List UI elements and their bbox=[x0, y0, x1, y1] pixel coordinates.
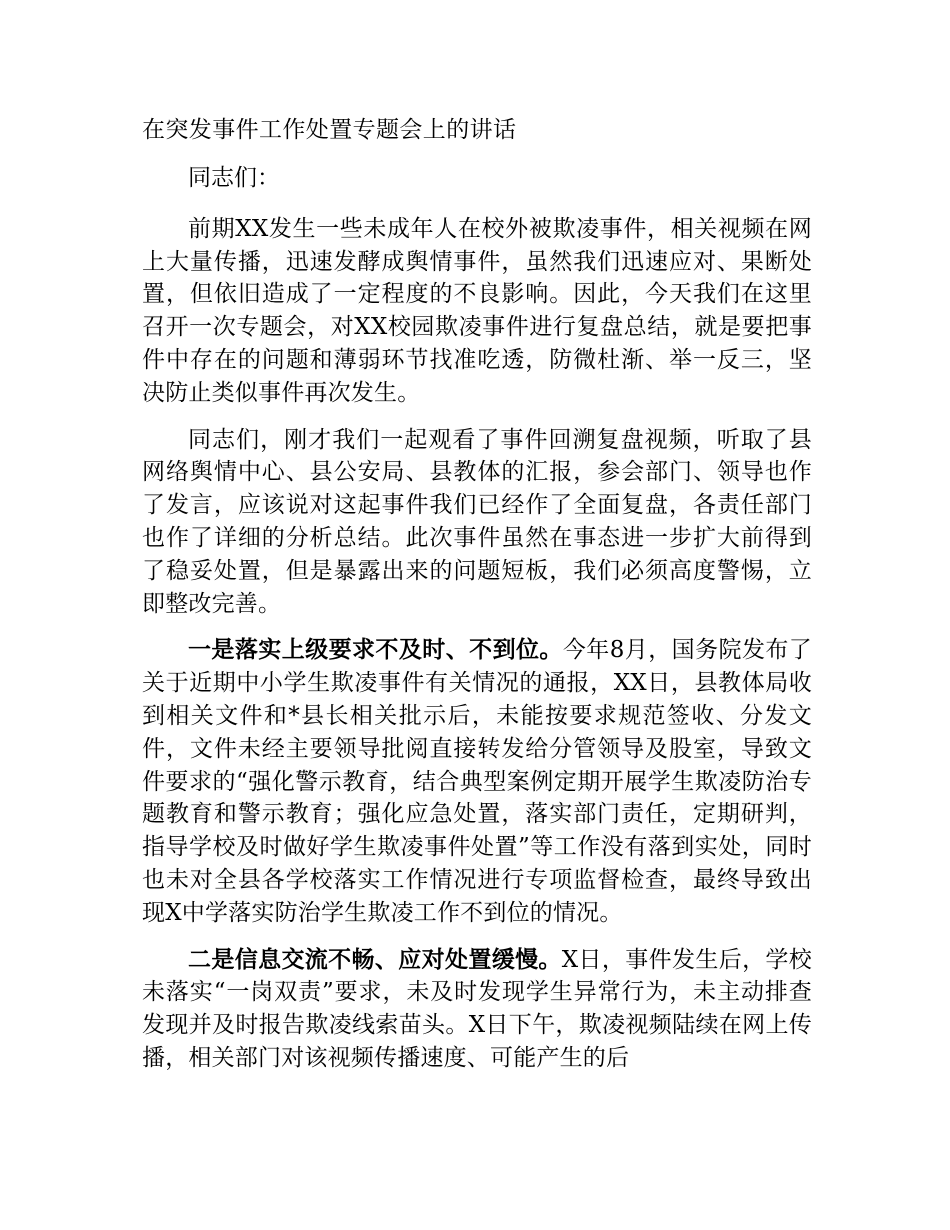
point-2-heading: 二是信息交流不畅、应对处置缓慢。 bbox=[188, 945, 562, 973]
paragraph-intro: 前期XX发生一些未成年人在校外被欺凌事件，相关视频在网上大量传播，迅速发酵成舆情事件，虽然我们迅速应对、果断处置，但依旧造成了一定程度的不良影响。因此，今天我们在这里召开一次专题会，对XX校园欺凌事件进行复盘总结，就是要把事件中存在的问题和薄弱环节找准吃透，防微杜渐、举一反三，坚决防止类似事件再次发生。 bbox=[142, 215, 812, 406]
salutation: 同志们： bbox=[188, 165, 280, 191]
paragraph-point-1 bbox=[142, 634, 812, 929]
point-1-heading: 一是落实上级要求不及时、不到位。 bbox=[188, 636, 563, 664]
paragraph-point-2 bbox=[142, 944, 812, 1075]
point-1-body: 今年8月，国务院发布了关于近期中小学生欺凌事件有关情况的通报，XX日，县教体局收到相关文件和*县长相关批示后，未能按要求规范签收、分发文件，文件未经主要领导批阅直接转发给分管领导及股室，导致文件要求的“强化警示教育，结合典型案例定期开展学生欺凌防治专题教育和警示教育；强化应急处置，落实部门责任，定期研判，指导学校及时做好学生欺凌事件处置”等工作没有落到实处，同时也未对全县各学校落实工作情况进行专项监督检查，最终导致出现X中学落实防治学生欺凌工作不到位的情况。 bbox=[142, 637, 812, 926]
document-title: 在突发事件工作处置专题会上的讲话 bbox=[142, 117, 517, 143]
document-body bbox=[142, 112, 812, 1089]
paragraph-review: 同志们，刚才我们一起观看了事件回溯复盘视频，听取了县网络舆情中心、县公安局、县教体的汇报，参会部门、领导也作了发言，应该说对这起事件我们已经作了全面复盘，各责任部门也作了详细的分析总结。此次事件虽然在事态进一步扩大前得到了稳妥处置，但是暴露出来的问题短板，我们必须高度警惕，立即整改完善。 bbox=[142, 426, 812, 617]
point-2-body: X日，事件发生后，学校未落实“一岗双责”要求，未及时发现学生异常行为，未主动排查发现并及时报告欺凌线索苗头。X日下午，欺凌视频陆续在网上传播，相关部门对该视频传播速度、可能产生的后 bbox=[142, 946, 812, 1071]
